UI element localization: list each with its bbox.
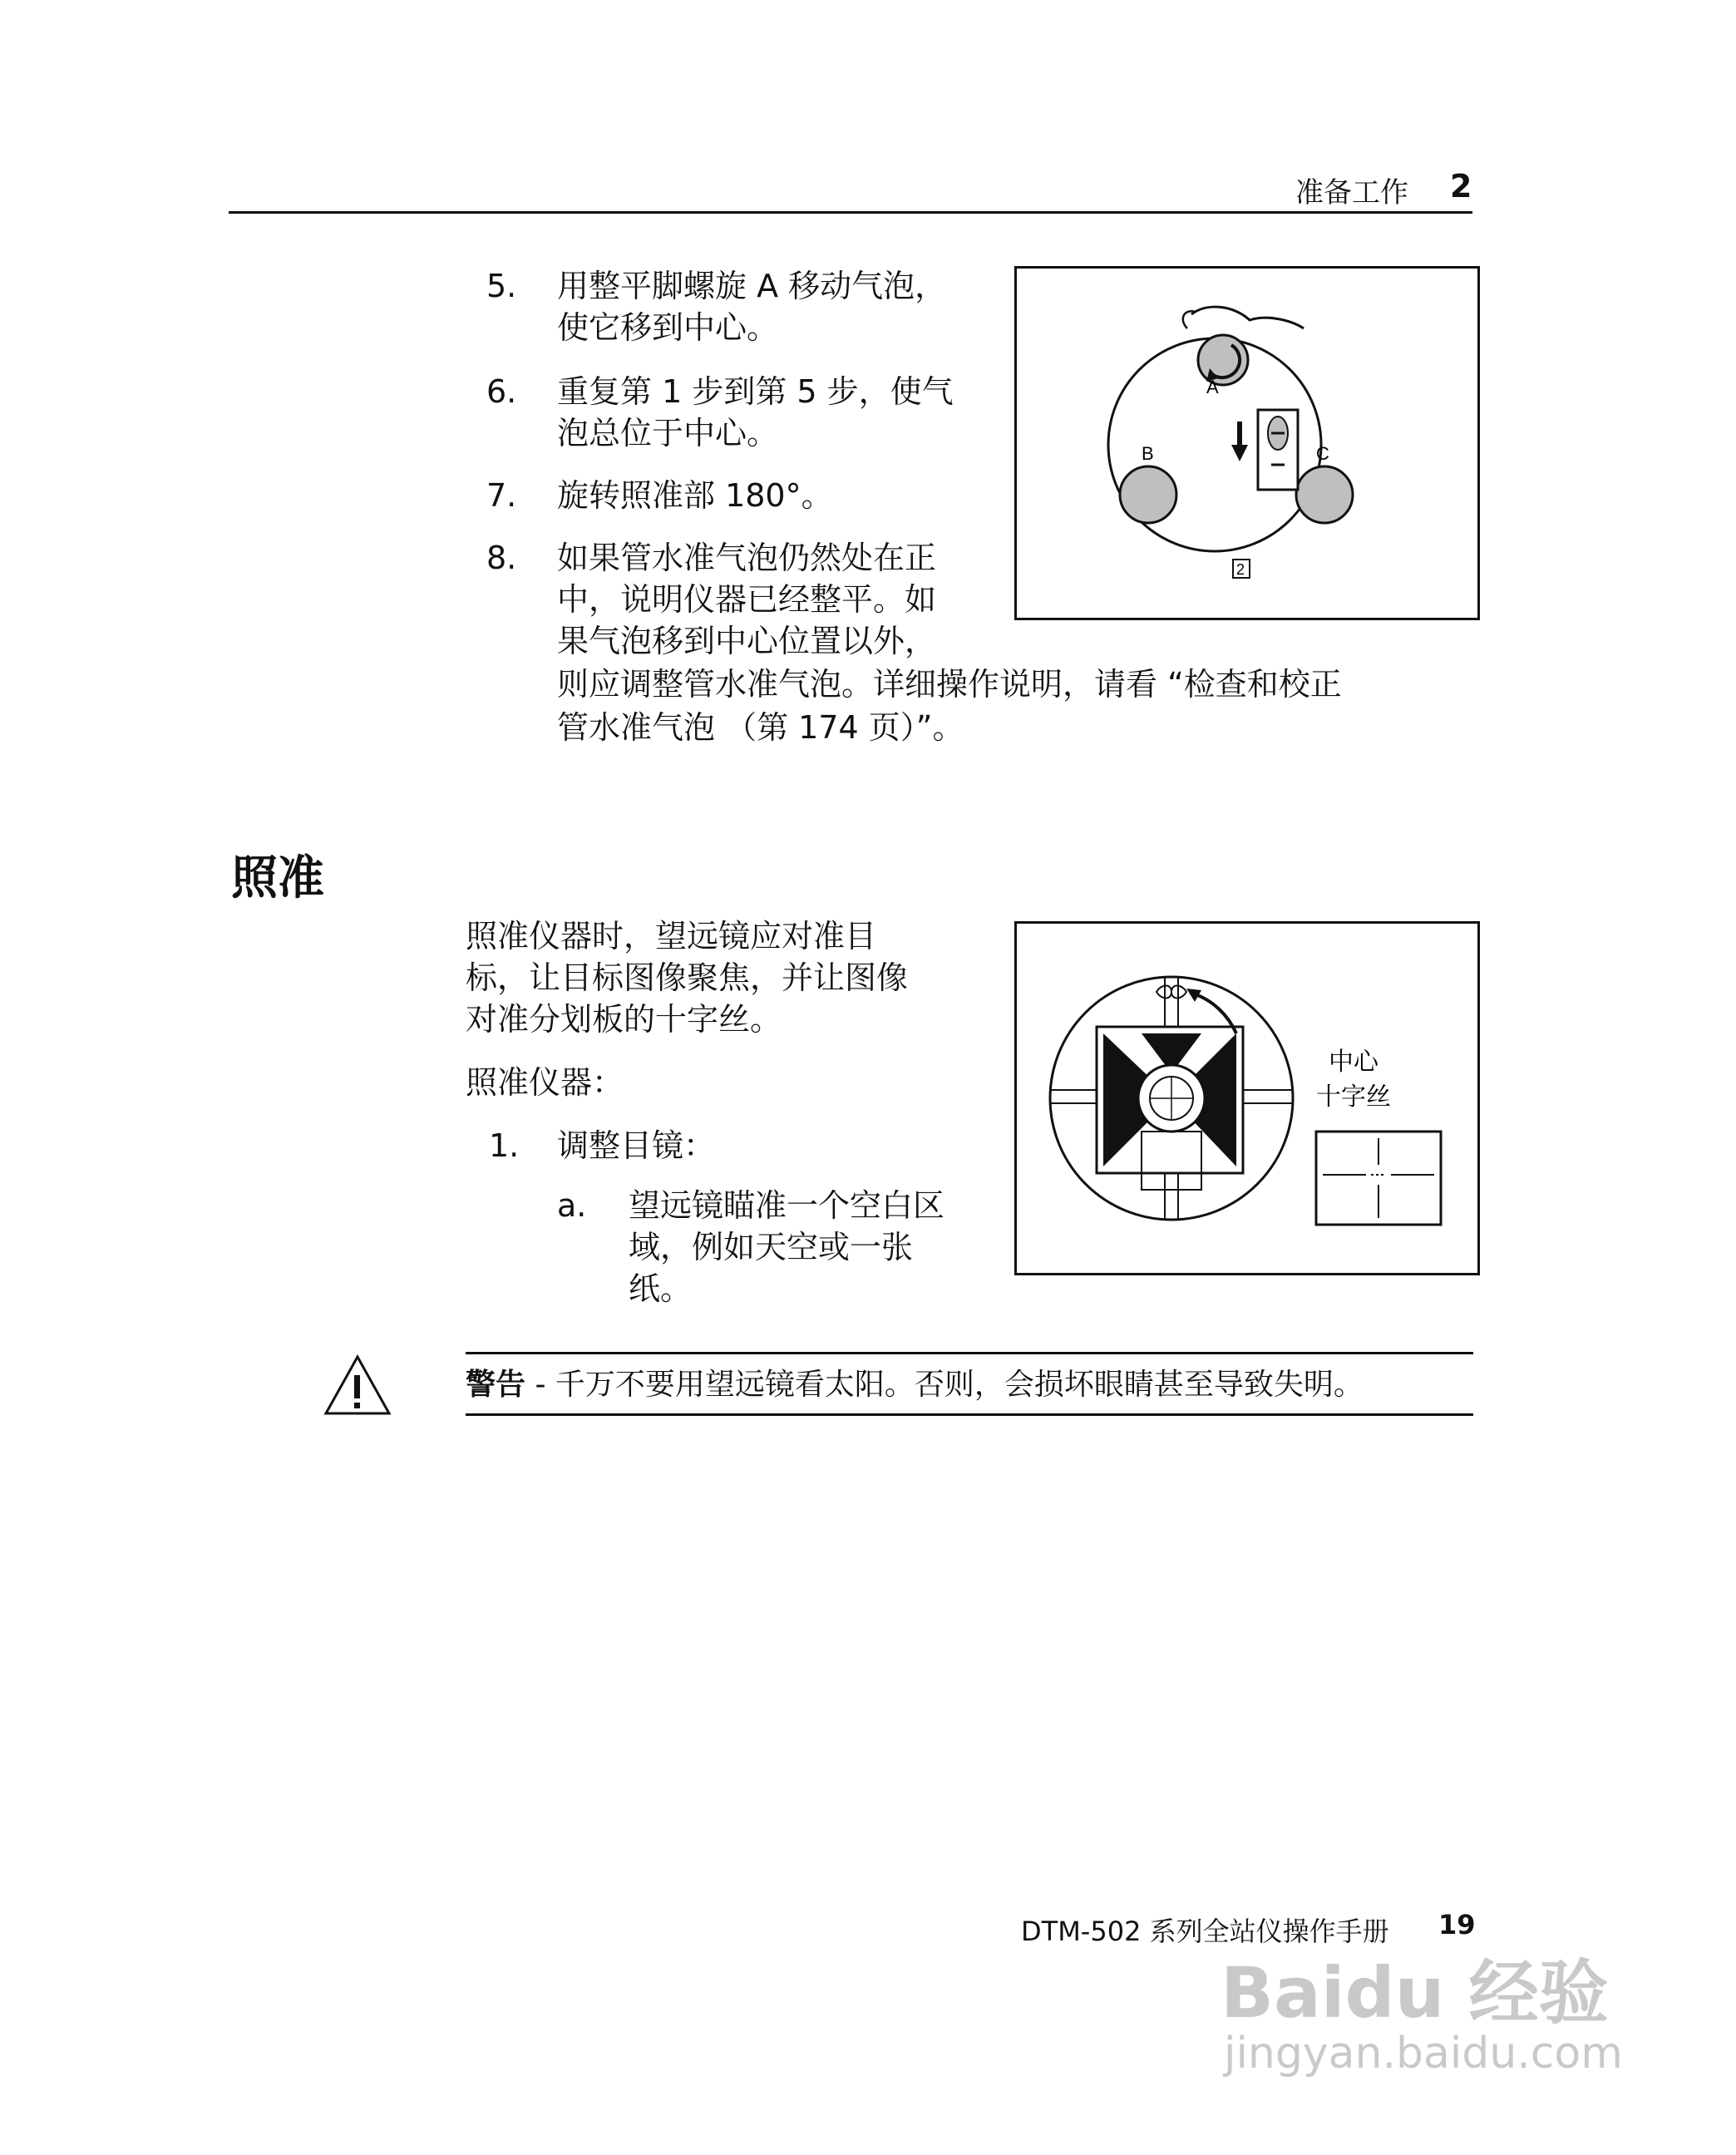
intro-line-2: 标，让目标图像聚焦，并让图像 xyxy=(466,959,909,996)
screw-b-icon xyxy=(1120,466,1176,523)
step-1a-line-3: 纸。 xyxy=(629,1270,693,1307)
step-1a-line-2: 域，例如天空或一张 xyxy=(629,1229,914,1265)
warning-text xyxy=(466,1364,1364,1407)
header-rule xyxy=(229,211,1472,214)
footer-title: DTM-502 系列全站仪操作手册 xyxy=(1021,1916,1389,1947)
step-7-line-1: 旋转照准部 180°。 xyxy=(557,477,833,514)
header-title: 准备工作 xyxy=(1295,176,1408,210)
step-8-number: 8. xyxy=(486,540,517,576)
watermark-brand: Baidu 经验 xyxy=(1221,1952,1609,2034)
intro-line-3: 对准分划板的十字丝。 xyxy=(466,1001,782,1038)
step-8-line-3: 果气泡移到中心位置以外， xyxy=(557,623,937,659)
step-6-number: 6. xyxy=(486,373,517,410)
step-box-number: 2 xyxy=(1236,561,1245,578)
watermark-url: jingyan.baidu.com xyxy=(1224,2029,1623,2079)
step-8-line-2: 中，说明仪器已经整平。如 xyxy=(557,581,937,618)
step-8-line-4: 则应调整管水准气泡。详细操作说明，请看 “检查和校正 xyxy=(557,666,1342,703)
label-crosshair: 十字丝 xyxy=(1316,1082,1391,1112)
step-8-line-1: 如果管水准气泡仍然处在正 xyxy=(557,540,937,576)
warning-body: - 千万不要用望远镜看太阳。否则，会损坏眼睛甚至导致失明。 xyxy=(525,1368,1364,1402)
warning-bottom-rule xyxy=(466,1413,1473,1416)
intro-line-1: 照准仪器时，望远镜应对准目 xyxy=(466,918,877,954)
warning-top-rule xyxy=(466,1352,1473,1354)
label-center: 中心 xyxy=(1329,1048,1378,1077)
step-1a-line-1: 望远镜瞄准一个空白区 xyxy=(629,1187,945,1224)
step-1-number: 1. xyxy=(489,1127,520,1164)
step-5-line-1: 用整平脚螺旋 A 移动气泡， xyxy=(557,268,947,304)
step-5-number: 5. xyxy=(486,268,517,304)
step-7-number: 7. xyxy=(486,477,517,514)
label-c: C xyxy=(1316,443,1329,464)
sighting-diagram xyxy=(1017,924,1477,1273)
label-a: A xyxy=(1206,377,1219,397)
figure-sighting xyxy=(1014,921,1480,1275)
step-8-line-5: 管水准气泡 （第 174 页）”。 xyxy=(557,709,964,746)
chapter-number: 2 xyxy=(1450,168,1472,205)
leveling-diagram xyxy=(1017,269,1477,618)
warning-label: 警告 xyxy=(466,1368,526,1402)
step-5-line-2: 使它移到中心。 xyxy=(557,309,779,346)
sub-heading: 照准仪器： xyxy=(466,1064,624,1101)
label-b: B xyxy=(1142,443,1154,464)
step-6-line-1: 重复第 1 步到第 5 步，使气 xyxy=(557,373,954,410)
step-1-text: 调整目镜： xyxy=(557,1127,716,1164)
figure-leveling xyxy=(1014,266,1480,620)
step-6-line-2: 泡总位于中心。 xyxy=(557,415,779,451)
warning-triangle-icon xyxy=(323,1354,392,1417)
screw-c-icon xyxy=(1296,466,1353,523)
section-title: 照准 xyxy=(231,851,324,905)
page-number: 19 xyxy=(1438,1909,1476,1940)
arrow-down-icon xyxy=(1231,445,1248,461)
step-1a-letter: a. xyxy=(557,1187,587,1224)
